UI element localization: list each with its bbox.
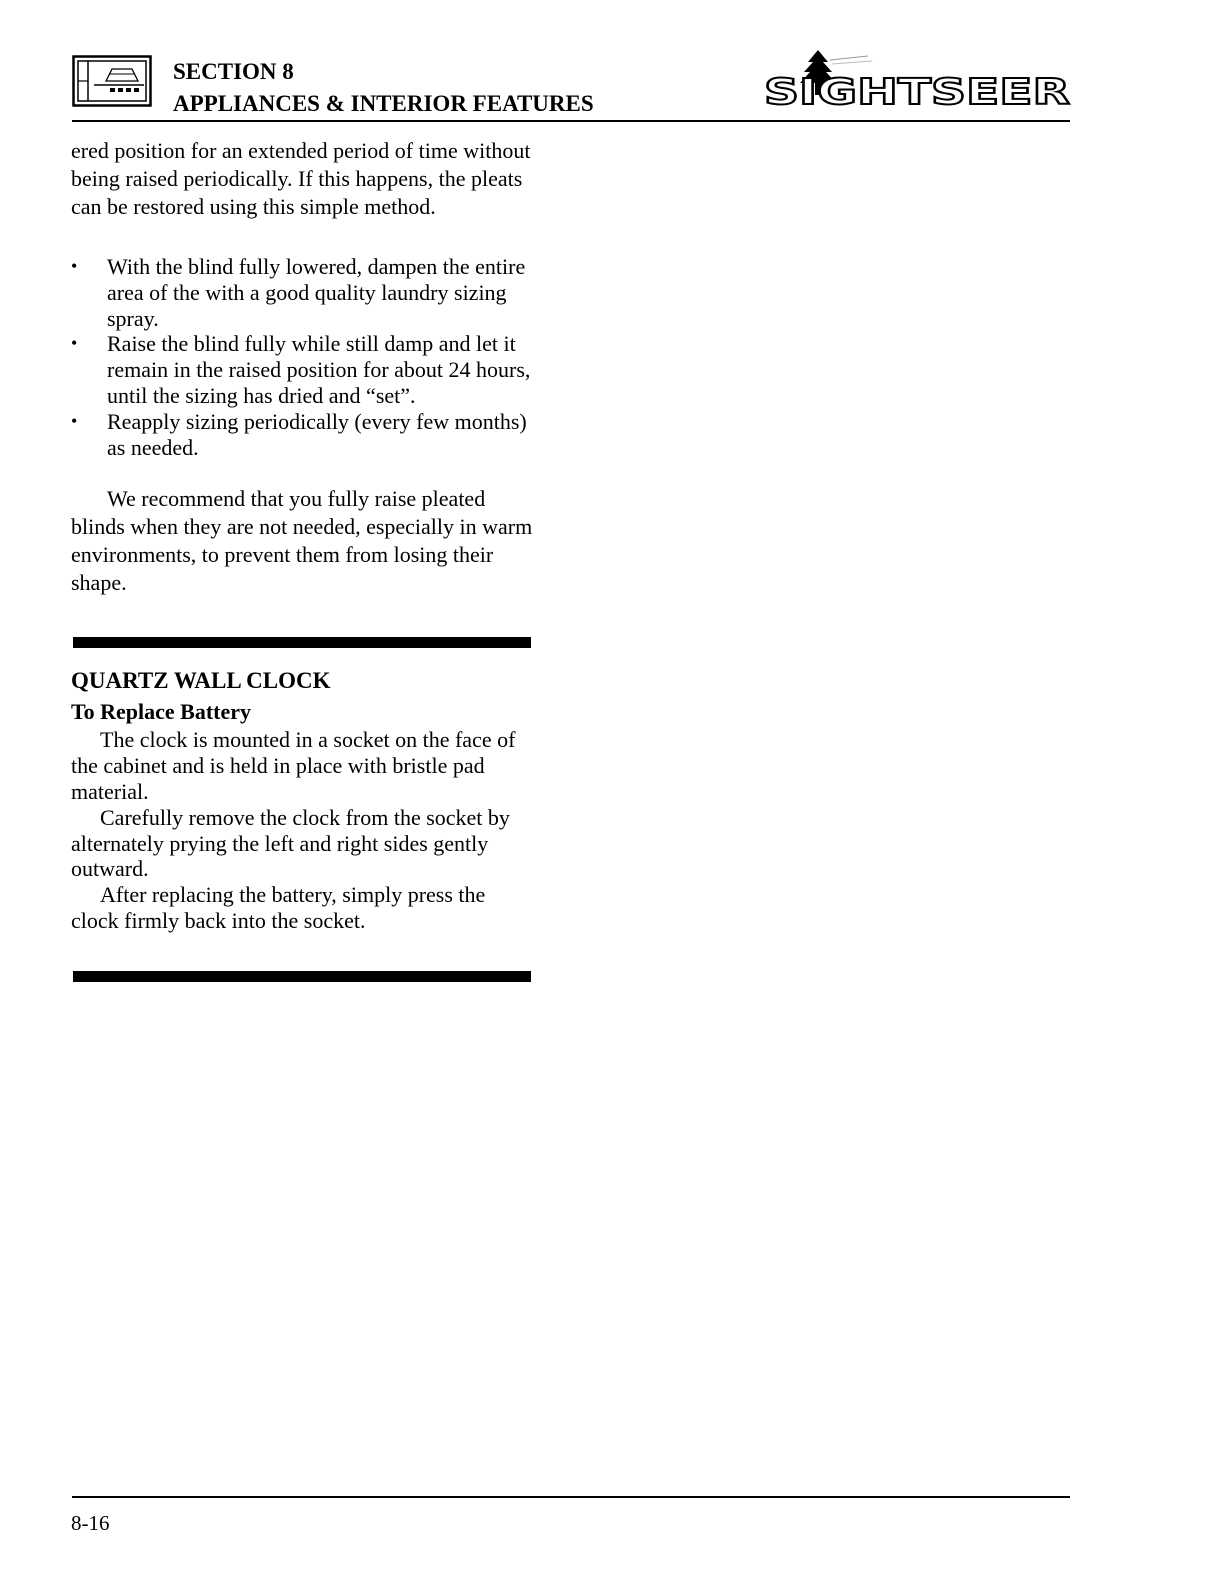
bullet-icon: • bbox=[71, 333, 78, 354]
section-heading bbox=[173, 56, 594, 120]
battery-subheading: To Replace Battery bbox=[71, 699, 252, 725]
section-divider bbox=[73, 637, 531, 648]
list-item bbox=[71, 409, 536, 461]
bullet-list bbox=[71, 254, 536, 460]
section-title: APPLIANCES & INTERIOR FEATURES bbox=[173, 91, 594, 116]
svg-text:SIGHTSEER: SIGHTSEER bbox=[764, 72, 1070, 110]
sightseer-logo bbox=[760, 48, 1072, 110]
bullet-icon: • bbox=[71, 410, 78, 431]
clock-section-heading: QUARTZ WALL CLOCK bbox=[71, 668, 331, 694]
clock-paragraph: The clock is mounted in a socket on the face of the cabinet and is held in place with bristle pad material. bbox=[71, 727, 516, 804]
content-column bbox=[71, 137, 536, 982]
kitchen-appliance-icon bbox=[72, 55, 152, 107]
page-number: 8-16 bbox=[71, 1511, 110, 1535]
list-item bbox=[71, 254, 536, 331]
recommendation-paragraph: We recommend that you fully raise pleated blinds when they are not needed, especially in warm environments, to prevent them from losing their shape. bbox=[71, 486, 533, 596]
list-item-text: With the blind fully lowered, dampen the entire area of the with a good quality laundry sizing spray. bbox=[107, 254, 526, 331]
clock-paragraph: After replacing the battery, simply press the clock firmly back into the socket. bbox=[71, 882, 486, 933]
header-rule bbox=[72, 120, 1070, 122]
clock-instructions bbox=[71, 727, 536, 933]
intro-paragraph: ered position for an extended period of time without being raised periodically. If this happens, the pleats can be restored using this simple method. bbox=[71, 138, 531, 219]
section-divider bbox=[73, 971, 531, 982]
section-label: SECTION 8 bbox=[173, 59, 294, 84]
list-item-text: Raise the blind fully while still damp and let it remain in the raised position for about 24 hours, until the sizing has dried and “set”. bbox=[107, 331, 531, 408]
bullet-icon: • bbox=[71, 256, 78, 276]
footer-rule bbox=[72, 1496, 1070, 1498]
list-item-text: Reapply sizing periodically (every few months) as needed. bbox=[107, 408, 527, 460]
clock-paragraph: Carefully remove the clock from the socket by alternately prying the left and right sides gently outward. bbox=[71, 804, 510, 882]
list-item bbox=[71, 331, 536, 408]
